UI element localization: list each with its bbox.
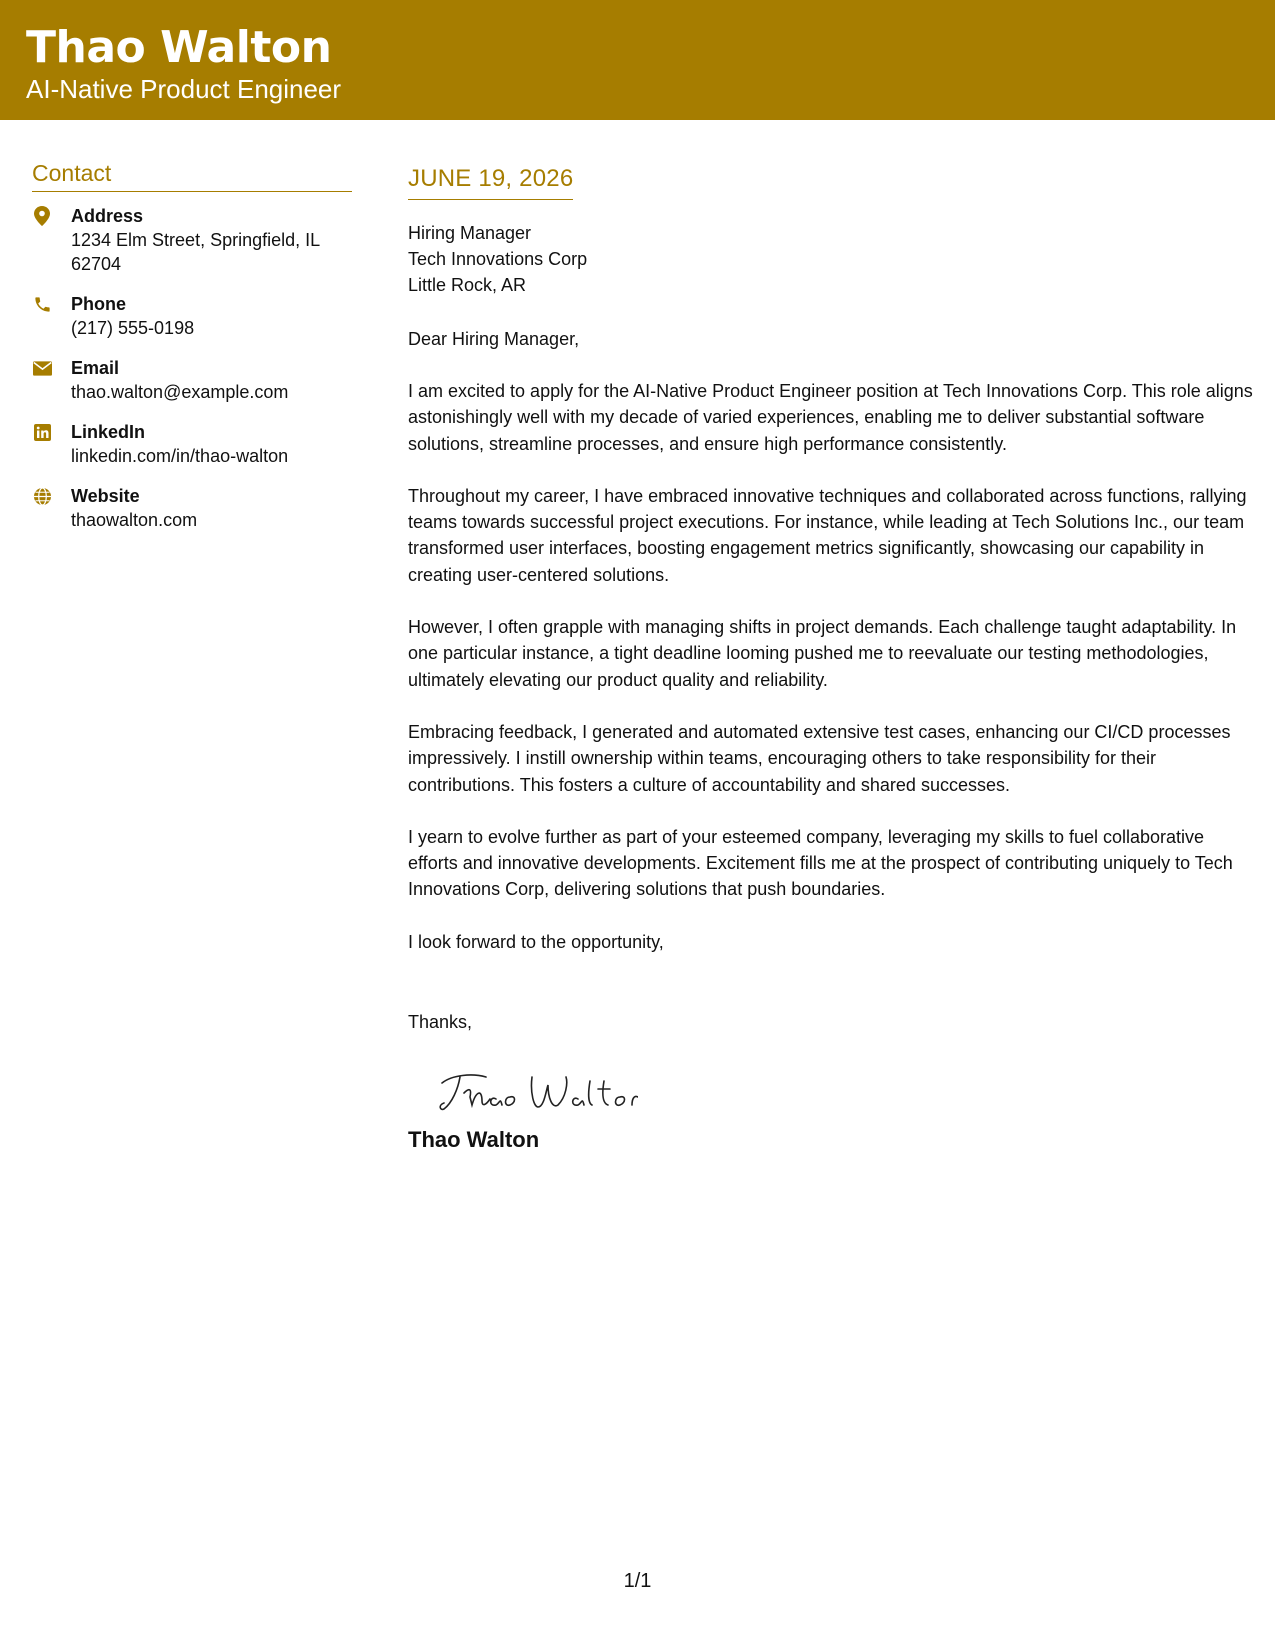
applicant-title: AI-Native Product Engineer	[26, 74, 342, 104]
phone-icon	[32, 294, 52, 314]
contact-label: LinkedIn	[71, 422, 146, 442]
email-value: thao.walton@example.com	[71, 382, 289, 402]
website-value: thaowalton.com	[71, 510, 198, 530]
body-paragraph: However, I often grapple with managing shifts in project demands. Each challenge taught adaptability. In one particular instance, a tight deadline looming pushed me to reevaluate our testing methodologies, ultimately elevating our product quality and reliability.	[408, 617, 1237, 690]
linkedin-value: linkedin.com/in/thao-walton	[71, 446, 289, 466]
envelope-icon	[32, 358, 52, 378]
phone-value: (217) 555-0198	[71, 318, 195, 338]
contact-website	[32, 484, 352, 532]
body-paragraph: I yearn to evolve further as part of your esteemed company, leveraging my skills to fuel collaborative efforts and innovative developments. Excitement fills me at the prospect of contributing uniquely to Tech Innovations Corp, delivering solutions that push boundaries.	[408, 826, 1233, 900]
contact-section-title: Contact	[32, 160, 352, 192]
recipient-line: Tech Innovations Corp	[408, 249, 588, 269]
recipient-line: Hiring Manager	[408, 223, 532, 243]
recipient-line: Little Rock, AR	[408, 275, 527, 295]
body-paragraph: I am excited to apply for the AI-Native Product Engineer position at Tech Innovations Corp. This role aligns astonishingly well with my decade of varied experiences, enabling me to deliver substantial software solutions, streamline processes, and ensure high performance consistently.	[408, 381, 1253, 454]
header-banner	[0, 0, 1275, 120]
sign-off: Thanks,	[408, 1011, 473, 1032]
body-paragraph: Embracing feedback, I generated and automated extensive test cases, enhancing our CI/CD processes impressively. I instill ownership within teams, encouraging others to take responsibility for their contributions. This fosters a culture of accountability and shared successes.	[408, 721, 1231, 795]
contact-label: Website	[71, 486, 140, 506]
contact-linkedin	[32, 420, 352, 468]
applicant-name: Thao Walton	[26, 22, 332, 73]
contact-label: Email	[71, 358, 120, 378]
page-number: 1/1	[623, 1570, 652, 1592]
contact-address	[32, 204, 352, 276]
letter-body	[408, 165, 1253, 1153]
contact-label: Phone	[71, 294, 127, 314]
contact-email	[32, 356, 352, 404]
linkedin-icon	[32, 422, 52, 442]
signed-name: Thao Walton	[408, 1126, 540, 1152]
contact-sidebar	[32, 160, 352, 548]
globe-icon	[32, 486, 52, 506]
recipient-block	[408, 220, 1253, 298]
contact-phone	[32, 292, 352, 340]
map-pin-icon	[32, 206, 52, 226]
handwritten-signature	[438, 1067, 1253, 1117]
salutation: Dear Hiring Manager,	[408, 329, 580, 349]
closing-line: I look forward to the opportunity,	[408, 931, 664, 952]
contact-label: Address	[71, 206, 144, 226]
body-paragraph: Throughout my career, I have embraced innovative techniques and collaborated across functions, rallying teams towards successful project executions. For instance, while leading at Tech Solutions Inc., our team transformed user interfaces, boosting engagement metrics significantly, showcasing our capability in creating user-centered solutions.	[408, 485, 1247, 585]
letter-date: JUNE 19, 2026	[408, 165, 573, 200]
address-value: 1234 Elm Street, Springfield, IL 62704	[71, 230, 320, 274]
contact-list	[32, 204, 352, 532]
